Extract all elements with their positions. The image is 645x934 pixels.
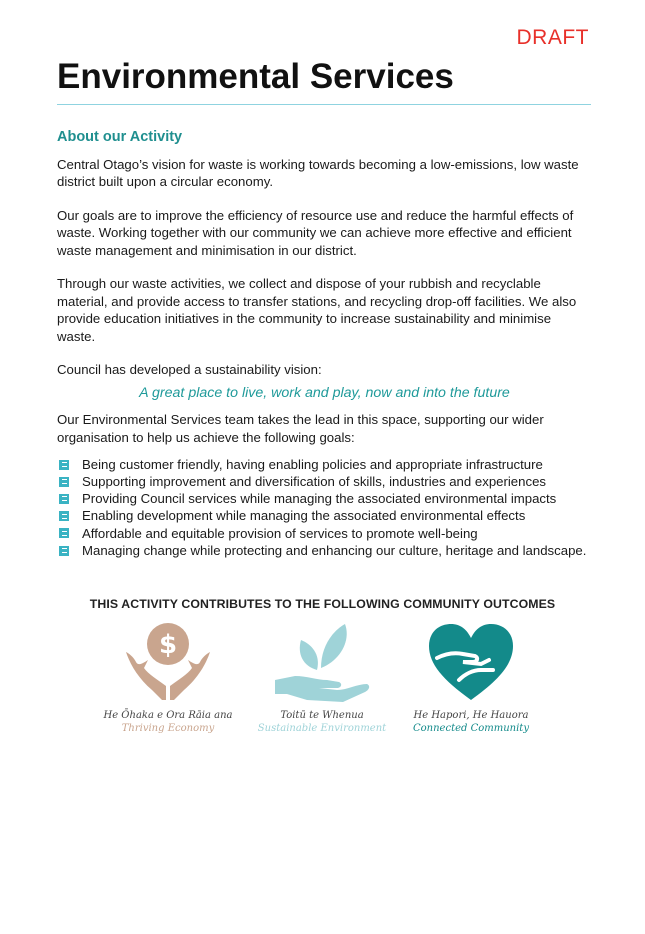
heart-hands-icon bbox=[423, 620, 519, 704]
goal-item bbox=[57, 525, 592, 542]
outcome-english-label: Thriving Economy bbox=[121, 723, 215, 734]
title-divider bbox=[57, 104, 591, 105]
paragraph-vision: Central Otago’s vision for waste is working towards becoming a low-emissions, low waste district built upon a circular economy. bbox=[57, 156, 579, 189]
outcomes-heading: THIS ACTIVITY CONTRIBUTES TO THE FOLLOWING COMMUNITY OUTCOMES bbox=[89, 597, 556, 611]
paragraph-goals: Our goals are to improve the efficiency of resource use and reduce the harmful effects of waste. Working together with our community we can achieve more effective and efficient waste management and minimisation in our district. bbox=[57, 207, 574, 258]
goal-item bbox=[57, 473, 592, 490]
section-heading: About our Activity bbox=[57, 129, 183, 145]
goal-item bbox=[57, 490, 592, 507]
bullet-icon bbox=[59, 528, 69, 538]
goal-item bbox=[57, 508, 592, 525]
outcome-maori-label: Toitū te Whenua bbox=[280, 710, 364, 721]
vision-statement: A great place to live, work and play, now and into the future bbox=[139, 384, 510, 401]
paragraph-sustainability: Council has developed a sustainability vision: bbox=[57, 362, 322, 377]
paragraph-activities: Through our waste activities, we collect and dispose of your rubbish and recyclable material, and provide access to transfer stations, and recycling drop-off facilities. We also provide education initiatives in the community to increase sustainability and minimise waste. bbox=[57, 276, 577, 344]
goal-text: Supporting improvement and diversification of skills, industries and experiences bbox=[82, 474, 546, 490]
outcome-maori-label: He Ōhaka e Ora Rāia ana bbox=[103, 710, 233, 721]
bullet-icon bbox=[59, 546, 69, 556]
draft-watermark: DRAFT bbox=[516, 26, 589, 49]
bullet-icon bbox=[59, 477, 69, 487]
bullet-icon bbox=[59, 494, 69, 504]
goal-text: Providing Council services while managing the associated environmental impacts bbox=[82, 491, 557, 507]
goal-item bbox=[57, 456, 592, 473]
bullet-icon bbox=[59, 511, 69, 521]
outcome-thriving-economy bbox=[103, 620, 233, 734]
paragraph-team-intro: Our Environmental Services team takes the lead in this space, supporting our wider organisation to help us achieve the following goals: bbox=[57, 412, 544, 445]
outcome-sustainable-environment bbox=[257, 620, 387, 734]
goal-item bbox=[57, 542, 592, 559]
outcome-english-label: Sustainable Environment bbox=[257, 723, 387, 734]
outcome-connected-community bbox=[406, 620, 536, 734]
outcome-english-label: Connected Community bbox=[413, 723, 529, 734]
svg-text:$: $ bbox=[158, 630, 178, 660]
goal-text: Affordable and equitable provision of services to promote well-being bbox=[82, 525, 478, 541]
goal-text: Enabling development while managing the associated environmental effects bbox=[82, 508, 526, 524]
goals-list bbox=[57, 456, 592, 559]
outcome-maori-label: He Hapori, He Hauora bbox=[413, 710, 529, 721]
goal-text: Managing change while protecting and enhancing our culture, heritage and landscape. bbox=[82, 542, 587, 558]
money-hands-icon bbox=[120, 620, 216, 704]
goal-text: Being customer friendly, having enabling policies and appropriate infrastructure bbox=[82, 456, 543, 472]
leaf-hand-icon bbox=[267, 620, 377, 704]
about-section bbox=[57, 129, 592, 559]
bullet-icon bbox=[59, 460, 69, 470]
page-title: Environmental Services bbox=[57, 57, 454, 96]
